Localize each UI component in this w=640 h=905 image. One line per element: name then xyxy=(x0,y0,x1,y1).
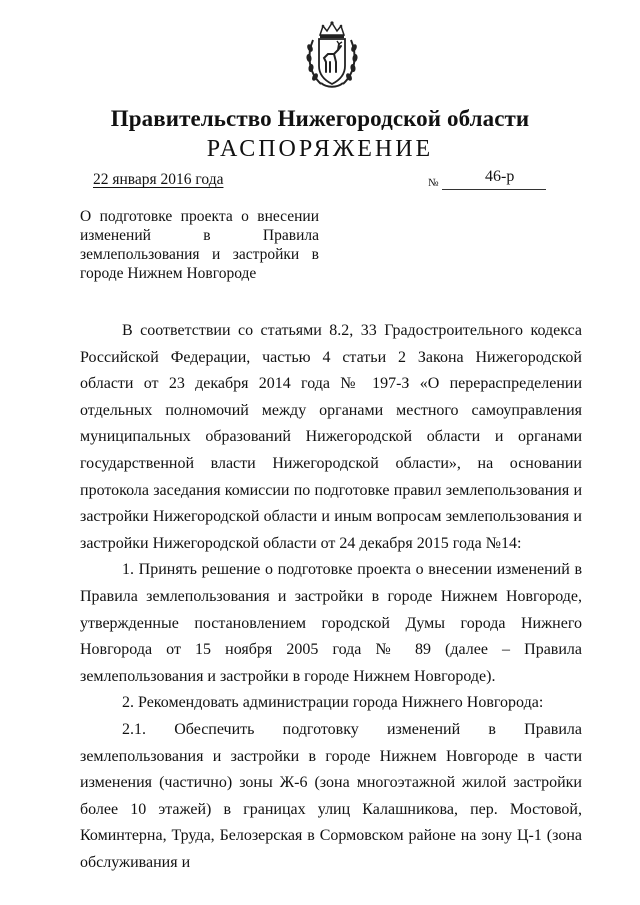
number-label: № xyxy=(428,177,439,189)
document-subject: О подготовке проекта о внесении изменений в Правила землепользования и застройки в городе Нижнем Новгороде xyxy=(80,208,319,282)
preamble-paragraph: В соответствии со статьями 8.2, 33 Градостроительного кодекса Российской Федерации, частью 4 статьи 2 Закона Нижегородской области от 23 декабря 2014 года № 197-З «О перераспределении отдельных полномочий между органами местного самоуправления муниципальных образований Нижегородской области и органами государственной власти Нижегородской области», на основании протокола заседания комиссии по подготовке правил землепользования и застройки Нижегородской области и иным вопросам землепользования и застройки Нижегородской области от 24 декабря 2015 года №14: xyxy=(80,322,582,552)
item-1-paragraph: 1. Принять решение о подготовке проекта о внесении изменений в Правила землепользования и застройки в городе Нижнем Новгороде, утвержденные постановлением городской Думы города Нижнего Новгорода от 15 ноября 2005 года № 89 (далее – Правила землепользования и застройки в городе Нижнем Новгороде). xyxy=(80,561,582,685)
item-2-1-paragraph: 2.1. Обеспечить подготовку изменений в Правила землепользования и застройки в городе Нижнем Новгороде в части изменения (частично) зоны Ж-6 (зона многоэтажной жилой застройки более 10 этажей) в границах улиц Калашникова, пер. Мостовой, Коминтерна, Труда, Белозерская в Сормовском районе на зону Ц-1 (зона обслуживания и xyxy=(80,720,582,871)
coat-of-arms-icon xyxy=(303,20,361,92)
document-date: 22 января 2016 года xyxy=(93,171,224,188)
document-number: 46-р xyxy=(485,168,515,185)
government-name: Правительство Нижегородской области xyxy=(110,106,530,131)
number-underline xyxy=(442,189,546,190)
item-2-paragraph: 2. Рекомендовать администрации города Нижнего Новгорода: xyxy=(122,694,544,712)
document-type: РАСПОРЯЖЕНИЕ xyxy=(206,136,434,162)
document-body xyxy=(80,318,582,876)
